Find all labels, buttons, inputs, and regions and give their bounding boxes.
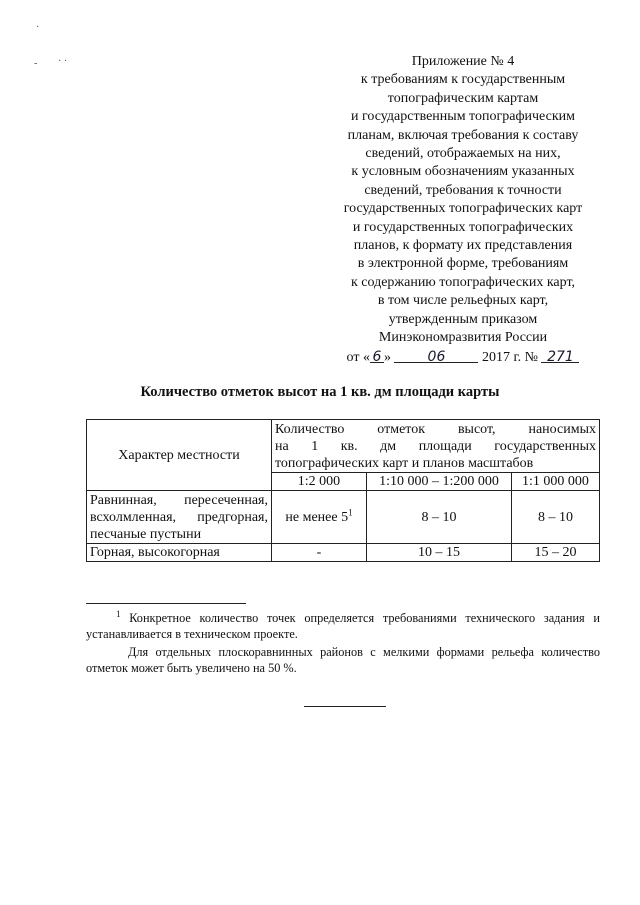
value-cell: 8 – 10	[367, 491, 512, 544]
value-text: не менее 5	[285, 509, 349, 525]
appendix-line: сведений, требования к точности	[364, 182, 562, 198]
date-year: 2017 г. №	[481, 349, 538, 365]
appendix-line: в том числе рельефных карт,	[377, 293, 549, 309]
value-cell	[272, 544, 367, 562]
footnote-text: Конкретное количество точек определяется требованиями технического задания и устанавливается в техническом проекте.	[86, 611, 600, 641]
value-text: -	[316, 545, 322, 560]
header-count-line: Количество отметок высот, наносимых	[275, 421, 596, 437]
appendix-line: к требованиям к государственным	[360, 72, 566, 88]
handwritten-month: 06	[427, 348, 446, 365]
footnote-ref: 1	[348, 506, 353, 517]
appendix-line: к условным обозначениям указанных	[351, 164, 575, 180]
terrain-cell	[87, 544, 272, 562]
date-month-blank	[394, 348, 478, 363]
appendix-line: планам, включая требования к составу	[347, 127, 579, 143]
scan-speck: -	[34, 58, 38, 69]
date-day-blank	[370, 348, 384, 363]
terrain-line: всхолмленная, предгорная,	[90, 509, 268, 525]
appendix-line: планов, к формату их представления	[353, 238, 573, 254]
order-date-line	[318, 348, 608, 367]
footnote-paragraph: Для отдельных плоскоравнинных районов с мелкими формами рельефа количество отметок может быть увеличено на 50 %.	[86, 645, 600, 675]
appendix-line: топографическим картам	[387, 90, 539, 106]
scale-cell: 1:1 000 000	[512, 473, 600, 491]
appendix-line: Приложение № 4	[411, 54, 515, 69]
table-row	[87, 491, 600, 544]
footnote	[86, 610, 600, 676]
footnote-marker: 1	[116, 608, 121, 619]
value-cell: 10 – 15	[367, 544, 512, 562]
header-count-line: на 1 кв. дм площади государственных	[275, 438, 596, 454]
appendix-line: государственных топографических карт	[343, 201, 583, 217]
date-day-close: »	[383, 349, 391, 365]
table-title: Количество отметок высот на 1 кв. дм площади карты	[140, 384, 500, 400]
appendix-line: к содержанию топографических карт,	[350, 274, 576, 290]
footnote-divider	[86, 603, 246, 604]
table-row	[87, 544, 600, 562]
end-divider	[304, 706, 386, 707]
terrain-line: песчаные пустыни	[90, 526, 202, 542]
terrain-line: Равнинная, пересеченная,	[90, 492, 268, 508]
terrain-line: Горная, высокогорная	[90, 545, 220, 560]
scale-cell: 1:2 000	[272, 473, 367, 491]
appendix-line: в электронной форме, требованиям	[357, 256, 569, 272]
value-cell: 8 – 10	[512, 491, 600, 544]
value-cell	[272, 491, 367, 544]
appendix-line: и государственных топографических	[352, 219, 574, 235]
date-prefix: от «	[346, 349, 370, 365]
value-cell: 15 – 20	[512, 544, 600, 562]
order-number-blank	[541, 348, 579, 363]
scan-speck: · ·	[58, 56, 68, 67]
handwritten-day: 6	[372, 348, 382, 365]
appendix-line: Минэкономразвития России	[378, 330, 548, 346]
appendix-header	[318, 53, 608, 367]
scan-speck: ·	[36, 22, 40, 33]
appendix-line: и государственным топографическим	[351, 109, 575, 125]
header-terrain: Характер местности	[87, 420, 272, 491]
scale-cell: 1:10 000 – 1:200 000	[367, 473, 512, 491]
table-header-row	[87, 420, 600, 473]
header-count	[272, 420, 600, 473]
elevation-marks-table	[86, 419, 600, 562]
appendix-line: сведений, отображаемых на них,	[365, 146, 561, 162]
handwritten-order-number: 271	[547, 348, 574, 365]
appendix-line: утвержденным приказом	[388, 311, 538, 327]
terrain-cell	[87, 491, 272, 544]
footnote-paragraph	[86, 610, 600, 642]
header-count-line: топографических карт и планов масштабов	[275, 455, 534, 471]
